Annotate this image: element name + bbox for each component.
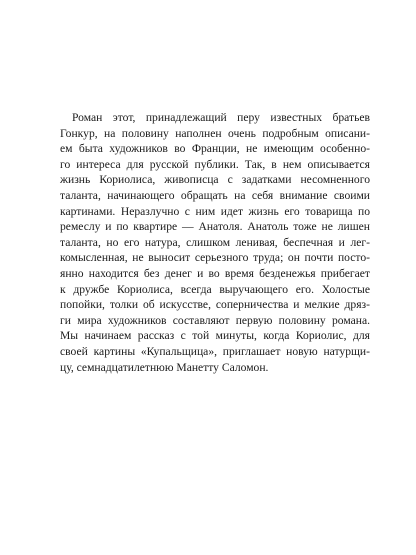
text-line: янно находится без денег и во время безденежья прибегает: [60, 266, 370, 280]
text-line: своей картины «Купальщица», приглашает новую натурщи-: [60, 344, 370, 358]
text-line: ремеслу и по квартире — Анатоля. Анатоль тоже не лишен: [60, 220, 370, 234]
text-line: картинами. Неразлучно с ним идет жизнь его товарища по: [60, 204, 370, 218]
text-line: жизнь Кориолиса, живописца с задатками несомненного: [60, 173, 370, 187]
text-line: ги мира художников составляют первую половину романа.: [60, 313, 370, 327]
text-line: попойки, толки об искусстве, соперничества и мелкие дряз-: [60, 298, 370, 312]
text-line: таланта, но его натура, слишком ленивая, беспечная и лег-: [60, 235, 370, 249]
text-line: цу, семнадцатилетнюю Манетту Саломон.: [60, 360, 269, 374]
text-line: к дружбе Кориолиса, всегда выручающего его. Холостые: [60, 282, 370, 296]
text-line: Гонкур, на половину наполнен очень подробным описани-: [60, 126, 370, 140]
text-line: Мы начинаем рассказ с той минуты, когда Кориолис, для: [60, 329, 370, 343]
text-line: комысленная, не выносит серьезного труда; он почти посто-: [60, 251, 370, 265]
text-line: таланта, начинающего обращать на себя внимание своими: [60, 188, 370, 202]
body-paragraph: [60, 110, 370, 375]
text-line: го интереса для русской публики. Так, в нем описывается: [60, 157, 370, 171]
text-line: ем быта художников во Франции, не имеющим особенно-: [60, 142, 370, 156]
text-line: Роман этот, принадлежащий перу известных братьев: [72, 111, 370, 124]
